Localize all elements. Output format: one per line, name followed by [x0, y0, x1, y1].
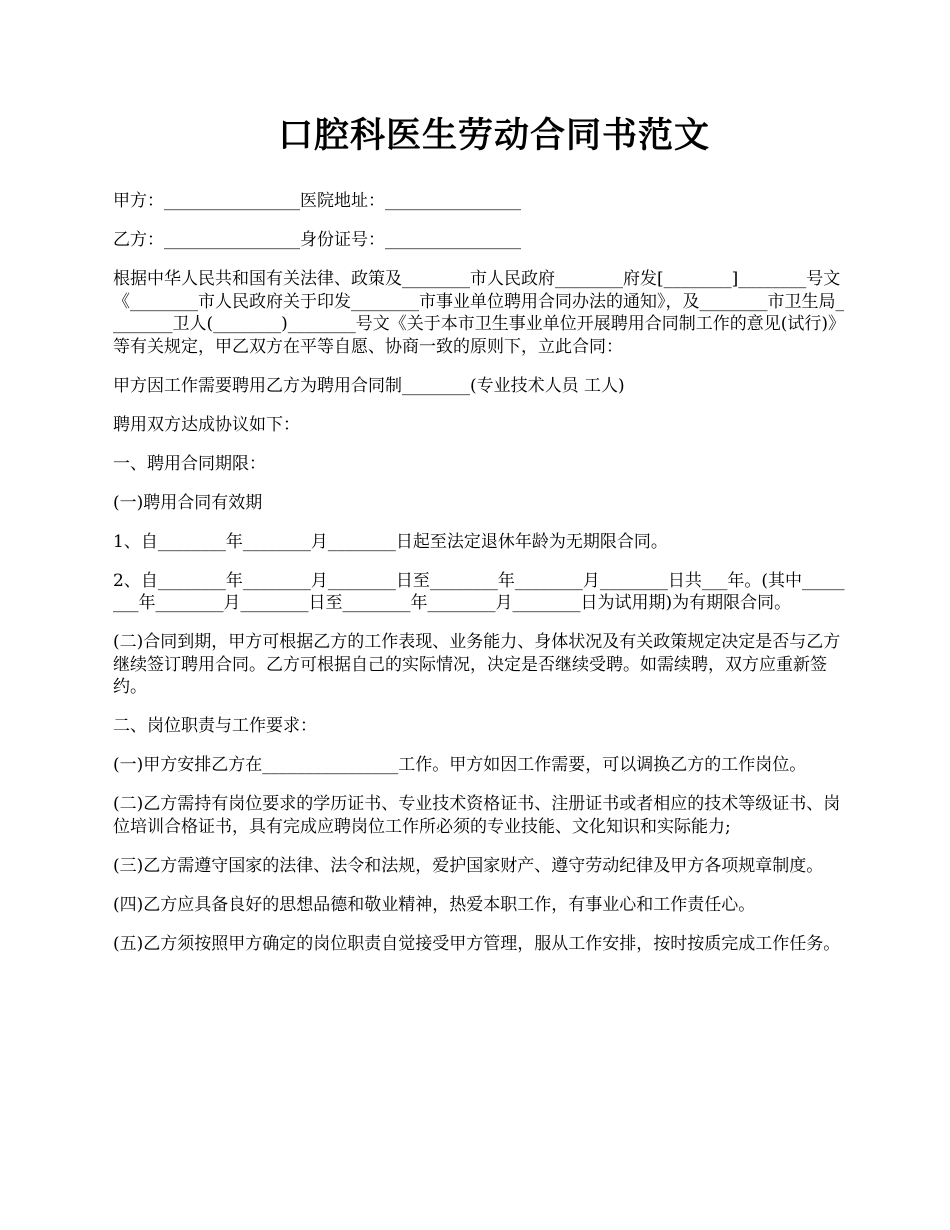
- clause-2-4: (四)乙方应具备良好的思想品德和敬业精神，热爱本职工作，有事业心和工作责任心。: [113, 894, 756, 915]
- section-1-sub-2: (二)合同到期，甲方可根据乙方的工作表现、业务能力、身体状况及有关政策规定决定是否与乙方继续签订聘用合同。乙方可根据自己的实际情况，决定是否继续受聘。如需续聘，双方应重新签约。: [113, 632, 841, 697]
- clause-1-1: 1、自________年________月________日起至法定退休年龄为无期限合同。: [113, 531, 668, 552]
- document-title: 口腔科医生劳动合同书范文: [277, 115, 710, 156]
- clause-2-1: (一)甲方安排乙方在________________工作。甲方如因工作需要，可以调换乙方的工作岗位。: [113, 755, 807, 775]
- clause-1-2: 2、自________年________月________日至________年________月________日共___年。(其中________年________月________日至________年________月________日为试用期)为有期限合同。: [113, 570, 845, 613]
- party-b-line: 乙方：________________身份证号：________________: [113, 230, 521, 250]
- clause-2-5: (五)乙方须按照甲方确定的岗位职责自觉接受甲方管理，服从工作安排，按时按质完成工作任务。: [113, 933, 841, 954]
- agreement-intro: 聘用双方达成协议如下：: [113, 414, 300, 435]
- section-2-heading: 二、岗位职责与工作要求：: [113, 716, 317, 736]
- clause-2-2: (二)乙方需持有岗位要求的学历证书、专业技术资格证书、注册证书或者相应的技术等级证书、岗位培训合格证书，具有完成应聘岗位工作所必须的专业技能、文化知识和实际能力;: [113, 794, 841, 837]
- clause-2-3: (三)乙方需遵守国家的法律、法令和法规，爱护国家财产、遵守劳动纪律及甲方各项规章制度。: [113, 855, 824, 876]
- legal-basis-paragraph: 根据中华人民共和国有关法律、政策及________市人民政府________府发[________]________号文《________市人民政府关于印发________市事业单位聘用合同办法的通知》，及________市卫生局________卫人(________)________号文《关于本市卫生事业单位开展聘用合同制工作的意见(试行)》等有关规定，甲乙双方在平等自愿、协商一致的原则下，立此合同：: [113, 269, 844, 357]
- employment-type-paragraph: 甲方因工作需要聘用乙方为聘用合同制________(专业技术人员 工人): [113, 375, 625, 396]
- section-1-sub-1: (一)聘用合同有效期: [113, 492, 263, 513]
- section-1-heading: 一、聘用合同期限：: [113, 453, 266, 474]
- party-a-line: 甲方：________________医院地址：________________: [113, 191, 521, 211]
- document-page: [113, 110, 845, 972]
